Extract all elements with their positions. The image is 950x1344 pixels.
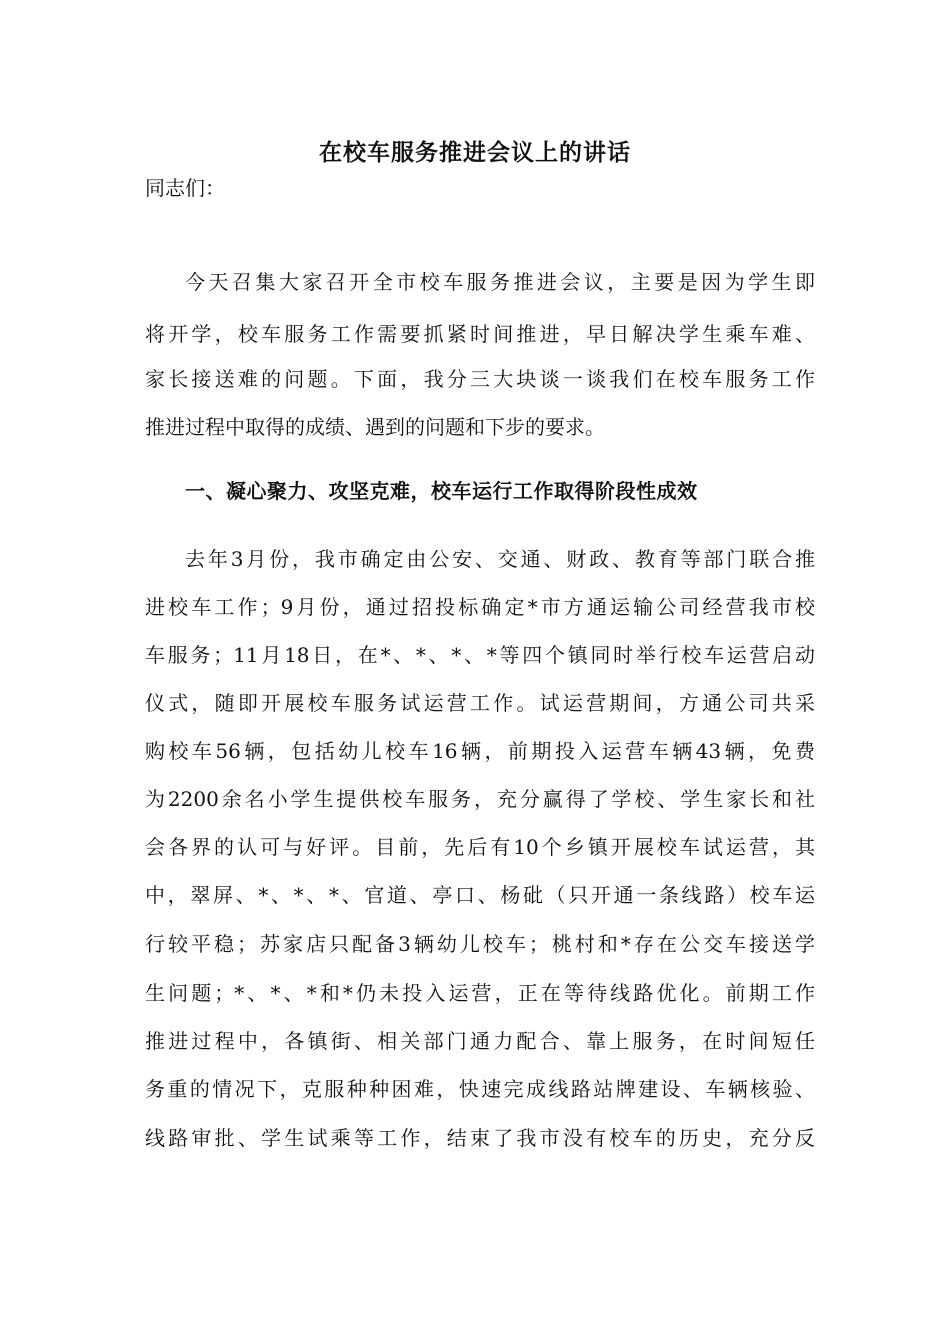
body-paragraph-line: 会各界的认可与好评。目前，先后有10个乡镇开展校车试运营，其	[145, 835, 815, 859]
body-paragraph-line: 行较平稳；苏家店只配备3辆幼儿校车；桃村和*存在公交车接送学	[145, 932, 815, 956]
body-paragraph-line: 车服务；11月18日，在*、*、*、*等四个镇同时举行校车运营启动	[145, 643, 815, 667]
body-paragraph-line: 去年3月份，我市确定由公安、交通、财政、教育等部门联合推	[185, 547, 815, 571]
body-paragraph-line: 进校车工作；9月份，通过招投标确定*市方通运输公司经营我市校	[145, 595, 815, 619]
body-paragraph-line: 中，翠屏、*、*、*、官道、亭口、杨砒（只开通一条线路）校车运	[145, 883, 815, 907]
body-paragraph-line: 务重的情况下，克服种种困难，快速完成线路站牌建设、车辆核验、	[145, 1077, 815, 1101]
body-paragraph-line: 推进过程中，各镇街、相关部门通力配合、靠上服务，在时间短任	[145, 1029, 815, 1053]
salutation: 同志们：	[145, 176, 225, 200]
body-paragraph-line: 购校车56辆，包括幼儿校车16辆，前期投入运营车辆43辆，免费	[145, 739, 815, 763]
body-paragraph-line: 为2200余名小学生提供校车服务，充分赢得了学校、学生家长和社	[145, 787, 815, 811]
body-paragraph-line: 生问题；*、*、*和*仍未投入运营，正在等待线路优化。前期工作	[145, 981, 815, 1005]
intro-paragraph-line: 将开学，校车服务工作需要抓紧时间推进，早日解决学生乘车难、	[145, 322, 815, 346]
body-paragraph-line: 线路审批、学生试乘等工作，结束了我市没有校车的历史，充分反	[145, 1126, 815, 1150]
body-paragraph-line: 仪式，随即开展校车服务试运营工作。试运营期间，方通公司共采	[145, 691, 815, 715]
intro-paragraph-line: 推进过程中取得的成绩、遇到的问题和下步的要求。	[145, 415, 605, 439]
document-title: 在校车服务推进会议上的讲话	[319, 139, 631, 166]
section-heading: 一、凝心聚力、攻坚克难，校车运行工作取得阶段性成效	[185, 479, 698, 503]
intro-paragraph-line: 今天召集大家召开全市校车服务推进会议，主要是因为学生即	[185, 270, 815, 294]
intro-paragraph-line: 家长接送难的问题。下面，我分三大块谈一谈我们在校车服务工作	[145, 367, 815, 391]
